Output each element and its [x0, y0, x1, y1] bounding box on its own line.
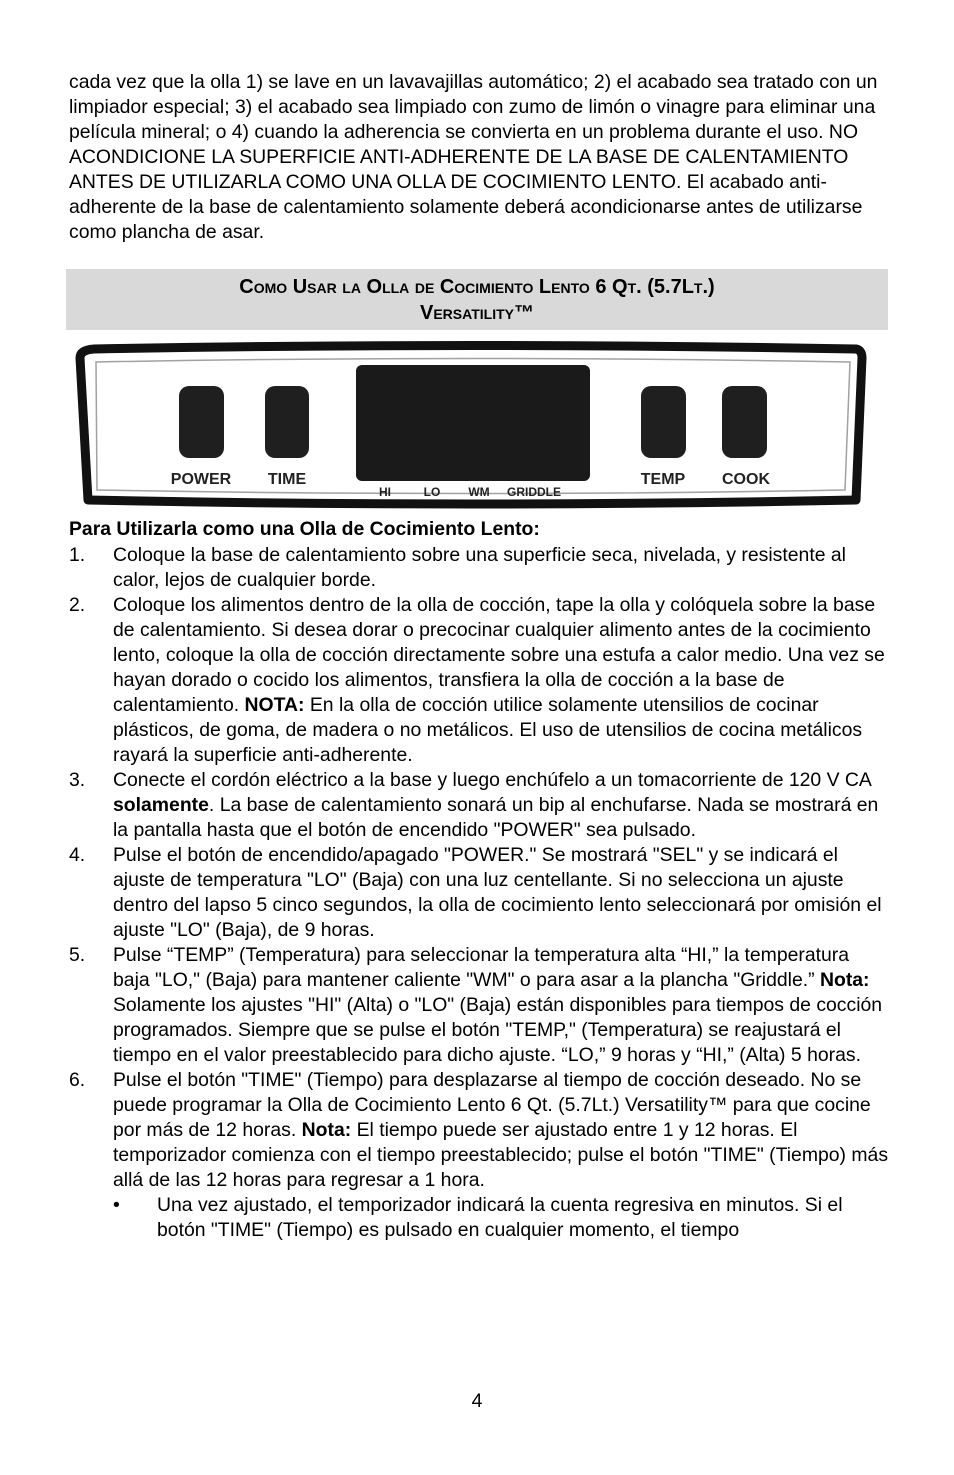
sub-bullet-list [113, 1193, 889, 1243]
step-note-label: Nota: [819, 969, 870, 991]
page-number: 4 [471, 1390, 483, 1412]
list-item [69, 768, 889, 843]
step-text: El tiempo puede ser ajustado entre 1 y 12 horas. El temporizador comienza con el tiempo preestablecido; pulse el botón "TIME" (Tiempo) más allá de las 12 horas para regresar a 1 hora. [113, 1119, 889, 1191]
section-heading [66, 269, 888, 330]
list-item [69, 1068, 889, 1243]
indicator-hi: HI [379, 485, 391, 499]
time-button [265, 386, 309, 458]
list-item [69, 843, 889, 943]
step-text: Conecte el cordón eléctrico a la base y luego enchúfelo a un tomacorriente de 120 V CA [113, 769, 871, 791]
power-button [179, 386, 224, 458]
indicator-lo: LO [423, 485, 441, 499]
step-text: Coloque los alimentos dentro de la olla de cocción, tape la olla y colóquela sobre la base de calentamiento. Si desea dorar o precocinar cualquier alimento antes de la cocimiento lento, coloque la olla de cocción directamente sobre una estufa a calor medio. Una vez se hayan dorado o cocido los alimentos, transfiera la olla de cocción a la base de calentamiento. [113, 594, 885, 716]
step-text: Coloque la base de calentamiento sobre una superficie seca, nivelada, y resistente al calor, lejos de cualquier borde. [113, 544, 846, 591]
step-number: 4. [69, 844, 86, 866]
list-item [69, 943, 889, 1068]
step-number: 5. [69, 944, 86, 966]
control-panel-diagram [66, 340, 876, 512]
bullet-icon: • [113, 1194, 120, 1216]
time-label: TIME [267, 471, 307, 488]
temp-button [641, 386, 686, 458]
indicator-griddle: GRIDDLE [507, 485, 561, 499]
display-screen [356, 365, 590, 481]
step-number: 6. [69, 1069, 86, 1091]
step-number: 3. [69, 769, 86, 791]
step-text: En la olla de cocción utilice solamente utensilios de cocinar plásticos, de goma, de madera o no metálicos. El uso de utensilios de cocina metálicos rayará la superficie anti-adherente. [113, 694, 863, 766]
step-text: Pulse “TEMP” (Temperatura) para seleccionar la temperatura alta “HI,” la temperatura baja "LO," (Baja) para mantener caliente "WM" o para asar a la plancha "Griddle.” [113, 944, 850, 991]
intro-paragraph: cada vez que la olla 1) se lave en un lavavajillas automático; 2) el acabado sea tratado con un limpiador especial; 3) el acabado sea limpiado con zumo de limón o vinagre para eliminar una película mineral; o 4) cuando la adherencia se convierta en un problema durante el uso. NO ACONDICIONE LA SUPERFICIE ANTI-ADHERENTE DE LA BASE DE CALENTAMIENTO ANTES DE UTILIZARLA COMO UNA OLLA DE COCIMIENTO LENTO. El acabado anti-adherente de la base de calentamiento solamente deberá acondicionarse antes de utilizarse como plancha de asar. [69, 71, 878, 243]
list-item [69, 543, 889, 593]
cook-label: COOK [722, 471, 770, 488]
step-note-label: NOTA: [244, 694, 305, 716]
step-text: Pulse el botón "TIME" (Tiempo) para desplazarse al tiempo de cocción deseado. No se puede programar la Olla de Cocimiento Lento 6 Qt. (5.7Lt.) Versatility™ para que cocine por más de 12 horas. [113, 1069, 871, 1141]
list-item [69, 593, 889, 768]
step-emphasis: solamente [113, 794, 209, 816]
step-text: . La base de calentamiento sonará un bip al enchufarse. Nada se mostrará en la pantalla hasta que el botón de encendido "POWER" sea pulsado. [113, 794, 879, 841]
temp-label: TEMP [640, 471, 686, 488]
list-item [113, 1193, 889, 1243]
step-number: 2. [69, 594, 86, 616]
section-heading-line2: Versatility™ [420, 302, 534, 324]
indicator-wm: WM [468, 485, 490, 499]
bullet-text: Una vez ajustado, el temporizador indicará la cuenta regresiva en minutos. Si el botón "TIME" (Tiempo) es pulsado en cualquier momento, el tiempo [157, 1194, 843, 1241]
intro-text [69, 70, 889, 245]
cook-button [722, 386, 767, 458]
power-label: POWER [170, 471, 232, 488]
step-text: Solamente los ajustes "HI" (Alta) o "LO" (Baja) están disponibles para tiempos de cocción programados. Siempre que se pulse el botón "TEMP," (Temperatura) se reajustará el tiempo en el valor preestablecido para dicho ajuste. “LO,” 9 horas y “HI,” (Alta) 5 horas. [113, 994, 883, 1066]
usage-subheading: Para Utilizarla como una Olla de Cocimiento Lento: [69, 518, 540, 540]
section-heading-line1: Como Usar la Olla de Cocimiento Lento 6 Qt. (5.7Lt.) [239, 276, 715, 298]
step-number: 1. [69, 544, 86, 566]
steps-list [69, 543, 889, 1243]
step-note-label: Nota: [301, 1119, 352, 1141]
step-text: Pulse el botón de encendido/apagado "POWER." Se mostrará "SEL" y se indicará el ajuste de temperatura "LO" (Baja) con una luz centellante. Si no selecciona un ajuste dentro del lapso 5 cinco segundos, la olla de cocimiento lento seleccionará por omisión el ajuste "LO" (Baja), de 9 horas. [113, 844, 882, 941]
